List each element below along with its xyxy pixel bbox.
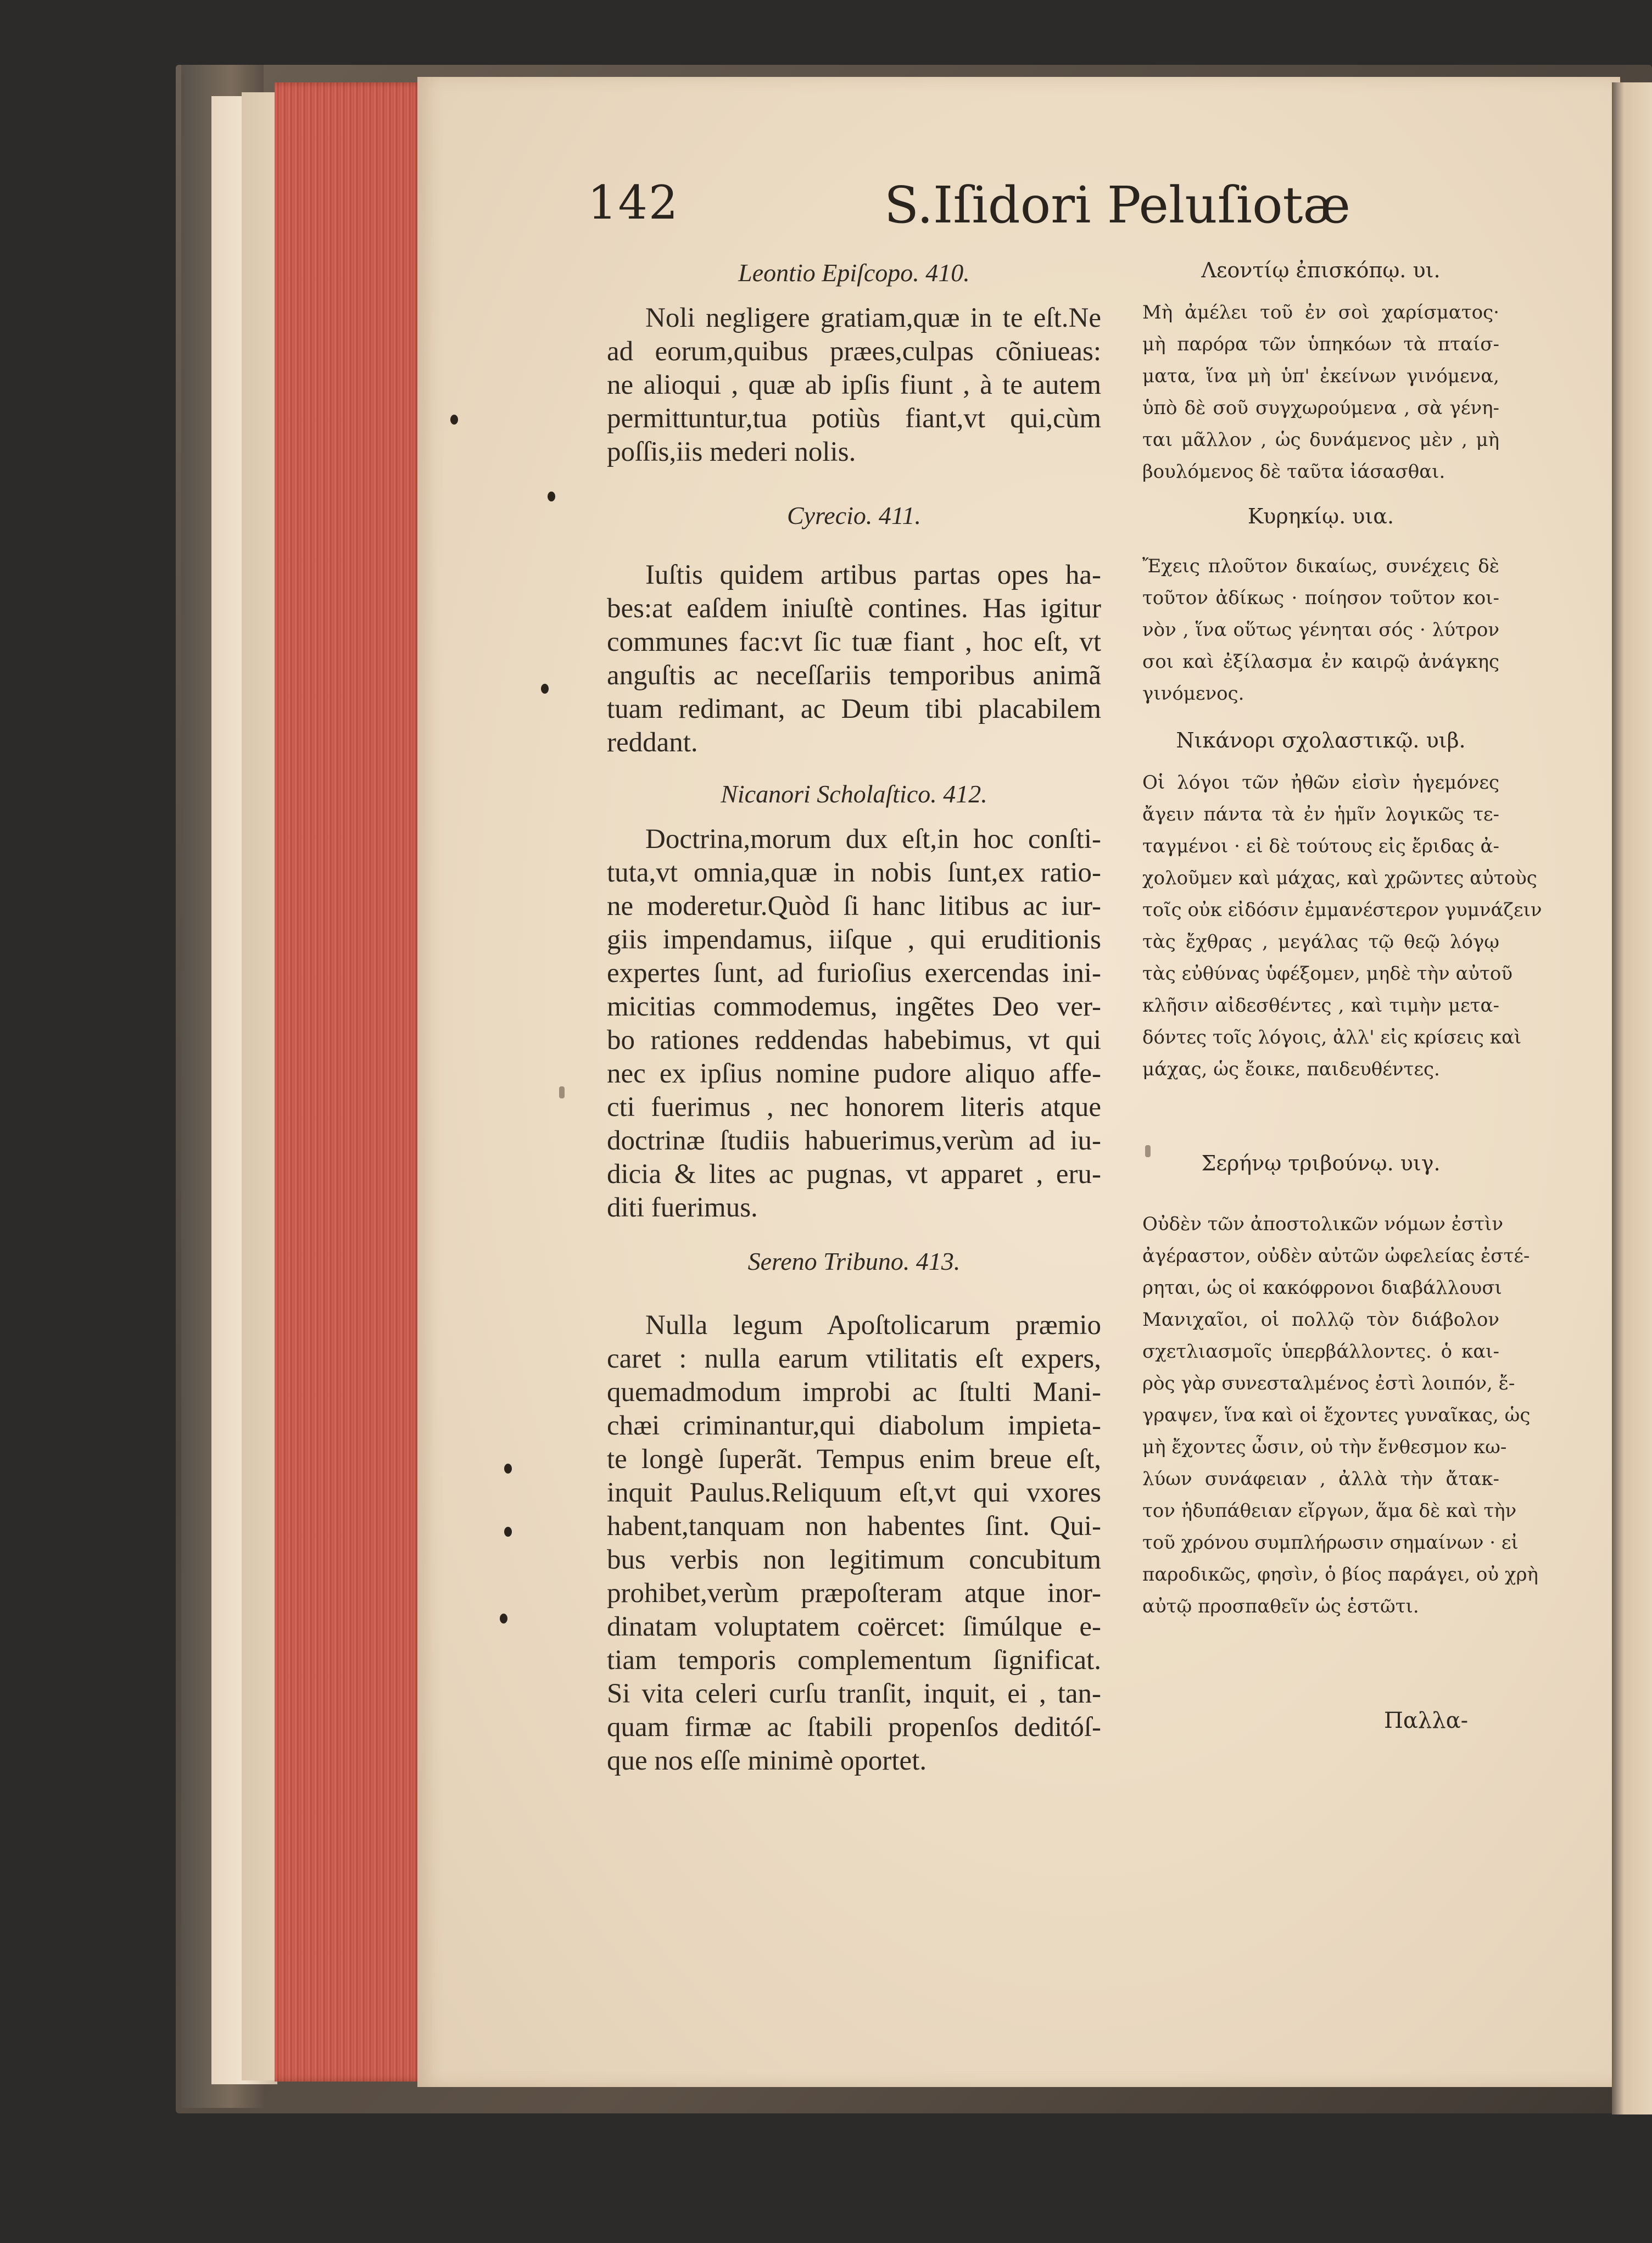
letter-heading: Leontio Epiſcopo. 410. xyxy=(738,259,970,287)
text-line: reddant. xyxy=(607,727,698,758)
text-line: ταγμένοι · εἰ δὲ τούτους εἰς ἔριδας ἀ- xyxy=(1142,835,1499,857)
text-line: ὑπὸ δὲ σοῦ συγχωρούμενα , σὰ γένη- xyxy=(1142,397,1499,419)
text-line: ματα, ἵνα μὴ ὑπ' ἐκείνων γινόμενα, xyxy=(1142,365,1499,387)
text-line: Doctrina,morum dux eſt,in hoc conſti- xyxy=(645,824,1101,855)
greek-column xyxy=(1142,258,1542,1622)
text-line: expertes ſunt, ad furioſius exercendas ini- xyxy=(607,958,1101,989)
text-line: κλῆσιν αἰδεσθέντες , καὶ τιμὴν μετα- xyxy=(1142,995,1499,1017)
text-line: ἀγέραστον, οὐδὲν αὐτῶν ὠφελείας ἐστέ- xyxy=(1142,1245,1530,1267)
text-line: χολοῦμεν καὶ μάχας, καὶ χρῶντες αὐτοὺς xyxy=(1142,867,1537,889)
wormhole xyxy=(504,1464,512,1474)
letter-heading: Σερήνῳ τριβούνῳ. υιγ. xyxy=(1201,1151,1441,1175)
wormhole xyxy=(450,415,458,425)
text-line: σοι καὶ ἐξίλασμα ἐν καιρῷ ἀνάγκης xyxy=(1142,651,1499,673)
text-line: παροδικῶς, φησὶν, ὁ βίος παράγει, οὐ χρὴ xyxy=(1142,1564,1538,1586)
latin-letter-413 xyxy=(607,1247,1101,1778)
page-title: S.Iſidori Peluſiotæ xyxy=(884,176,1350,235)
text-line: inquit Paulus.Reliquum eſt,vt qui vxores xyxy=(607,1477,1101,1508)
text-line: μὴ παρόρα τῶν ὑπηκόων τὰ πταίσ- xyxy=(1142,333,1499,355)
letter-heading: Cyrecio. 411. xyxy=(787,501,921,529)
wormhole xyxy=(548,492,555,501)
text-line: Μὴ ἀμέλει τοῦ ἐν σοὶ χαρίσματος· xyxy=(1142,302,1499,323)
wormhole xyxy=(541,684,549,694)
text-line: habent,tanquam non habentes ſint. Qui- xyxy=(607,1511,1101,1542)
text-line: communes fac:vt ſic tuæ fiant , hoc eſt, vt xyxy=(607,627,1101,657)
text-line: anguſtis ac neceſſariis temporibus animã xyxy=(607,660,1101,691)
text-line: permittuntur,tua potiùs fiant,vt qui,cùm xyxy=(607,403,1101,434)
latin-letter-411 xyxy=(607,501,1101,760)
text-line: ἄγειν πάντα τὰ ἐν ἡμῖν λογικῶς τε- xyxy=(1142,804,1499,825)
text-line: γινόμενος. xyxy=(1142,683,1244,705)
text-line: bes:at eaſdem iniuſtè contines. Has igitur xyxy=(607,593,1101,624)
text-line: τοῖς οὐκ εἰδόσιν ἐμμανέστερον γυμνάζειν xyxy=(1142,899,1542,921)
text-line: Si vita celeri curſu tranſit, inquit, ei , tan- xyxy=(607,1678,1101,1709)
text-line: αὐτῷ προσπαθεῖν ὡς ἑστῶτι. xyxy=(1142,1595,1419,1617)
text-line: Nulla legum Apoſtolicarum præmio xyxy=(645,1310,1101,1341)
facing-page-edge xyxy=(1612,82,1652,2114)
latin-letter-410 xyxy=(607,258,1101,469)
letter-heading: Nicanori Scholaſtico. 412. xyxy=(721,780,987,808)
text-line: βουλόμενος δὲ ταῦτα ἰάσασθαι. xyxy=(1142,461,1446,483)
text-line: caret : nulla earum vtilitatis eſt expers, xyxy=(607,1343,1101,1374)
text-line: τοῦ χρόνου συμπλήρωσιν σημαίνων · εἰ xyxy=(1142,1532,1519,1554)
text-line: bus verbis non legitimum concubitum xyxy=(607,1544,1101,1575)
text-line: tuta,vt omnia,quæ in nobis ſunt,ex ratio- xyxy=(607,857,1101,888)
text-line: quemadmodum improbi ac ſtulti Mani- xyxy=(607,1377,1101,1408)
greek-letter-413 xyxy=(1142,1151,1538,1622)
text-line: ρὸς γὰρ συνεσταλμένος ἐστὶ λοιπόν, ἔ- xyxy=(1142,1372,1515,1394)
text-line: Ἔχεις πλοῦτον δικαίως, συνέχεις δὲ xyxy=(1142,555,1499,577)
text-line: σχετλιασμοῖς ὑπερβάλλοντες. ὁ και- xyxy=(1142,1341,1499,1363)
text-line: Οὐδὲν τῶν ἀποστολικῶν νόμων ἐστὶν xyxy=(1142,1213,1504,1235)
text-line: ne alioqui , quæ ab ipſis fiunt , à te autem xyxy=(607,370,1101,400)
text-line: nec ex ipſius nomine pudore aliquo affe- xyxy=(607,1058,1101,1089)
text-line: ρηται, ὡς οἱ κακόφρονοι διαβάλλουσι xyxy=(1142,1277,1502,1299)
catchword: Παλλα- xyxy=(1384,1708,1469,1733)
text-line: bo rationes reddendas habebimus, vt qui xyxy=(607,1025,1101,1056)
stray-mark xyxy=(559,1086,565,1098)
text-line: doctrinæ ſtudiis habuerimus,verùm ad iu- xyxy=(607,1125,1101,1156)
text-line: tiam temporis complementum ſignificat. xyxy=(607,1645,1101,1676)
text-line: Noli negligere gratiam,quæ in te eſt.Ne xyxy=(645,303,1101,333)
running-head xyxy=(588,176,1350,242)
wormhole xyxy=(504,1527,512,1537)
text-line: γραψεν, ἵνα καὶ οἱ ἔχοντες γυναῖκας, ὡς xyxy=(1142,1404,1531,1426)
text-line: que nos eſſe minimè oportet. xyxy=(607,1745,927,1776)
letter-heading: Λεοντίῳ ἐπισκόπῳ. υι. xyxy=(1201,258,1441,282)
text-line: τον ἡδυπάθειαν εἴργων, ἅμα δὲ καὶ τὴν xyxy=(1142,1500,1517,1522)
text-line: chæi criminantur,qui diabolum impieta- xyxy=(607,1410,1101,1441)
text-line: τὰς ἔχθρας , μεγάλας τῷ θεῷ λόγῳ xyxy=(1142,931,1499,953)
letter-heading: Sereno Tribuno. 413. xyxy=(747,1247,961,1275)
text-line: Μανιχαῖοι, οἱ πολλῷ τὸν διάβολον xyxy=(1142,1309,1499,1331)
stray-mark xyxy=(1145,1145,1151,1157)
text-line: Οἱ λόγοι τῶν ἠθῶν εἰσὶν ἡγεμόνες xyxy=(1142,772,1499,794)
latin-column xyxy=(607,258,1101,1778)
text-line: ad eorum,quibus præes,culpas cõniueas: xyxy=(607,336,1101,367)
text-line: τὰς εὐθύνας ὑφέξομεν, μηδὲ τὴν αὐτοῦ xyxy=(1142,963,1513,985)
text-line: cti fuerimus , nec honorem literis atque xyxy=(607,1092,1101,1123)
text-line: νὸν , ἵνα οὕτως γένηται σός · λύτρον xyxy=(1142,619,1499,641)
text-line: prohibet,verùm præpoſteram atque inor- xyxy=(607,1578,1101,1609)
text-line: τοῦτον ἀδίκως · ποίησον τοῦτον κοι- xyxy=(1142,587,1499,609)
text-line: Iuſtis quidem artibus partas opes ha- xyxy=(645,560,1101,590)
letter-heading: Νικάνορι σχολαστικῷ. υιβ. xyxy=(1176,728,1466,752)
text-line: te longè ſuperãt. Tempus enim breue eſt, xyxy=(607,1444,1101,1475)
wormhole xyxy=(500,1614,507,1623)
text-line: quam firmæ ac ſtabili propenſos deditóſ- xyxy=(607,1712,1101,1743)
text-line: poſſis,iis mederi nolis. xyxy=(607,437,856,467)
text-line: giis impendamus, iiſque , qui eruditionis xyxy=(607,924,1101,955)
text-line: dicia & lites ac pugnas, vt apparet , eru- xyxy=(607,1159,1101,1190)
text-line: dinatam voluptatem coërcet: ſimúlque e- xyxy=(607,1611,1101,1642)
red-page-edges xyxy=(275,82,423,2082)
text-line: μάχας, ὡς ἔοικε, παιδευθέντες. xyxy=(1142,1058,1440,1080)
text-line: λύων συνάφειαν , ἀλλὰ τὴν ἄτακ- xyxy=(1142,1468,1499,1490)
greek-letter-412 xyxy=(1142,728,1542,1085)
text-line: tuam redimant, ac Deum tibi placabilem xyxy=(607,694,1101,724)
greek-letter-411 xyxy=(1142,504,1499,710)
text-line: δόντες τοῖς λόγοις, ἀλλ' εἰς κρίσεις καὶ xyxy=(1142,1026,1522,1048)
page-number: 142 xyxy=(588,176,679,230)
text-line: diti fuerimus. xyxy=(607,1192,758,1223)
text-line: micitias commodemus, ingẽtes Deo ver- xyxy=(607,991,1101,1022)
text-line: μὴ ἔχοντες ὦσιν, οὐ τὴν ἔνθεσμον κω- xyxy=(1142,1436,1507,1458)
text-line: ne moderetur.Quòd ſi hanc litibus ac iur- xyxy=(607,891,1101,922)
greek-letter-410 xyxy=(1142,258,1499,488)
letter-heading: Κυρηκίῳ. υια. xyxy=(1247,504,1394,528)
latin-letter-412 xyxy=(607,779,1101,1225)
text-line: ται μᾶλλον , ὡς δυνάμενος μὲν , μὴ xyxy=(1142,429,1499,451)
